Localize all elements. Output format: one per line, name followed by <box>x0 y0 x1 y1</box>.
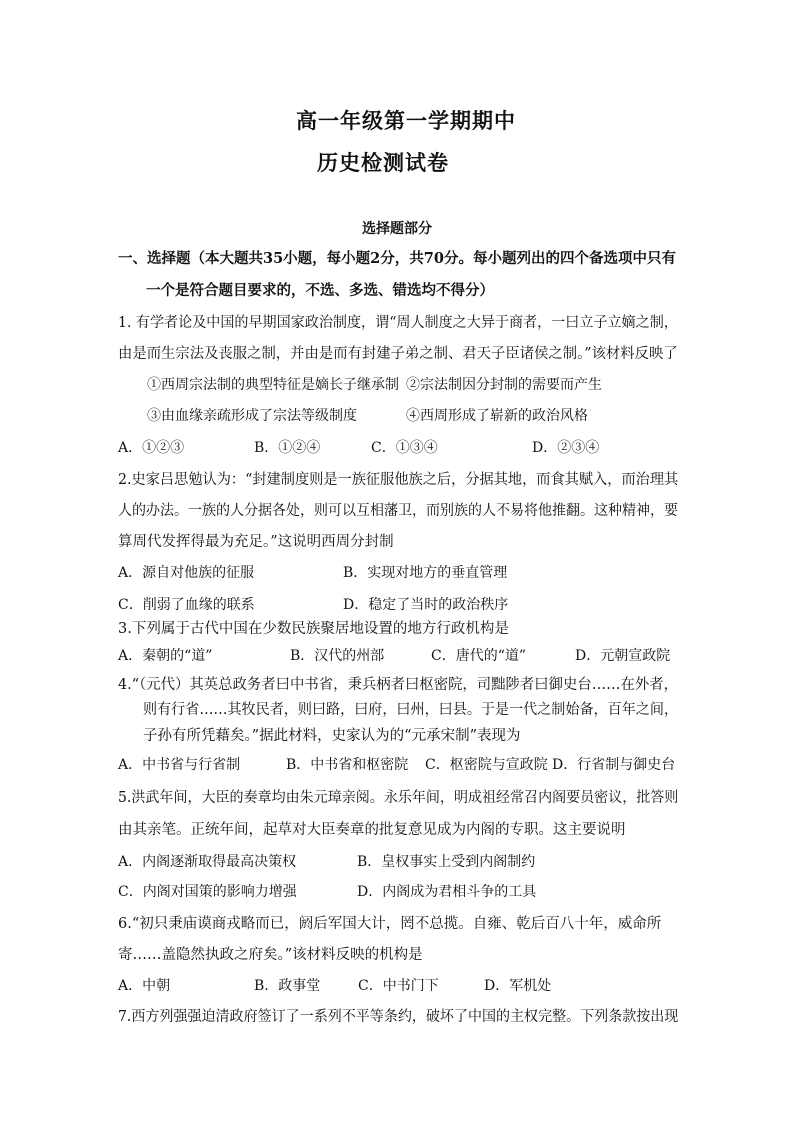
q1-option-d: D．②③④ <box>532 440 600 456</box>
q1-statement-4: ④西周形成了崭新的政治风格 <box>406 408 588 424</box>
q7-stem-line1: 7.西方列强强迫清政府签订了一系列不平等条约，破坏了中国的主权完整。下列条款按出现 <box>118 1009 679 1025</box>
q1-stem-line1: 1. 有学者论及中国的早期国家政治制度，谓“周人制度之大异于商者，一曰立子立嫡之制， <box>118 315 678 331</box>
q5-stem-line1: 5.洪武年间，大臣的奏章均由朱元璋亲阅。永乐年间，明成祖经常召内阁要员密议，批答则 <box>118 790 679 806</box>
q5-option-d: D．内阁成为君相斗争的工具 <box>357 884 537 900</box>
q1-statement-3: ③由血缘亲疏形成了宗法等级制度 <box>147 408 357 424</box>
q4-stem-line2: 则有行省……其牧民者，则曰路，曰府，曰州，曰县。于是一代之制始备，百年之间， <box>143 702 679 718</box>
q2-option-b: B．实现对地方的垂直管理 <box>343 565 508 581</box>
q1-option-a: A．①②③ <box>118 440 185 456</box>
q6-stem-line1: 6.“初只秉庙谟商戎略而已，阏后军国大计，罔不总揽。自雍、乾后百八十年，威命所 <box>118 916 662 932</box>
instructions-line2: 一个是符合题目要求的，不选、多选、错选均不得分） <box>146 282 494 299</box>
q5-option-c: C．内阁对国策的影响力增强 <box>118 884 297 900</box>
q4-stem-line3: 子孙有所凭藉矣。”据此材料，史家认为的“元承宋制”表现为 <box>143 728 521 744</box>
q1-stem-line2: 由是而生宗法及丧服之制，并由是而有封建子弟之制、君天子臣诸侯之制。”该材料反映了 <box>118 346 678 362</box>
exam-title-line1: 高一年级第一学期期中 <box>296 108 516 133</box>
q1-statement-1: ①西周宗法制的典型特征是嫡长子继承制 <box>147 377 399 393</box>
q6-option-c: C．中书门下 <box>358 978 439 994</box>
q5-stem-line2: 由其亲笔。正统年间，起草对大臣奏章的批复意见成为内阁的专职。这主要说明 <box>118 822 626 838</box>
q3-option-c: C．唐代的“道” <box>431 648 527 664</box>
q2-stem-line3: 算周代发挥得最为充足。”这说明西周分封制 <box>118 534 394 550</box>
q2-option-a: A．源自对他族的征服 <box>118 565 255 581</box>
q6-stem-line2: 寄……盖隐然执政之府矣。”该材料反映的机构是 <box>118 947 423 963</box>
q2-option-d: D．稳定了当时的政治秩序 <box>343 597 509 613</box>
q6-option-a: A．中朝 <box>118 978 171 994</box>
q2-option-c: C．削弱了血缘的联系 <box>118 597 255 613</box>
q3-option-b: B．汉代的州部 <box>290 648 385 664</box>
q1-statement-2: ②宗法制因分封制的需要而产生 <box>406 377 602 393</box>
q6-option-d: D．军机处 <box>484 978 552 994</box>
q2-stem-line1: 2.史家吕思勉认为：“封建制度则是一族征服他族之后，分据其地，而食其赋入，而治理其 <box>118 472 679 488</box>
instructions-line1: 一、选择题（本大题共35小题，每小题2分，共70分。每小题列出的四个备选项中只有 <box>118 250 676 267</box>
q4-option-b: B．中书省和枢密院 <box>286 757 409 773</box>
q4-option-d: D．行省制与御史台 <box>552 757 676 773</box>
q4-option-a: A．中书省与行省制 <box>118 757 241 773</box>
q5-option-b: B．皇权事实上受到内阁制约 <box>357 854 536 870</box>
q3-option-d: D．元朝宣政院 <box>575 648 671 664</box>
q3-stem-line1: 3.下列属于古代中国在少数民族聚居地设置的地方行政机构是 <box>118 621 509 637</box>
q6-option-b: B．政事堂 <box>254 978 321 994</box>
q1-option-c: C．①③④ <box>371 440 438 456</box>
exam-title-line2: 历史检测试卷 <box>317 150 449 175</box>
q3-option-a: A．秦朝的“道” <box>118 648 213 664</box>
section-title: 选择题部分 <box>362 221 432 237</box>
q5-option-a: A．内阁逐渐取得最高决策权 <box>118 854 297 870</box>
q4-option-c: C．枢密院与宣政院 <box>425 757 548 773</box>
q1-option-b: B．①②④ <box>254 440 321 456</box>
q2-stem-line2: 人的办法。一族的人分据各处，则可以互相藩卫，而别族的人不易将他推翻。这种精神，要 <box>118 503 678 519</box>
q4-stem-line1: 4.“（元代）其英总政务者曰中书省，秉兵柄者曰枢密院，司黜陟者曰御史台……在外者， <box>118 677 679 693</box>
